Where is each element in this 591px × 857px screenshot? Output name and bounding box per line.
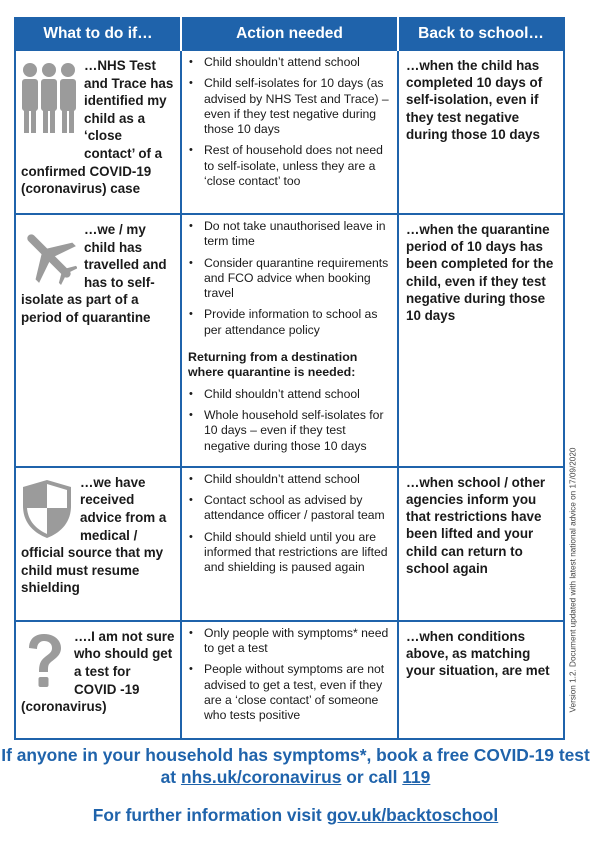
shield-icon — [21, 478, 73, 540]
returning-subheading: Returning from a destination where quarantine is needed: — [188, 350, 358, 380]
action-item: • Child shouldn’t attend school — [182, 472, 391, 487]
footer-text: If anyone in your household has symptoms*, book a free COVID-19 test at — [1, 745, 590, 787]
action-item: • Child should shield until you are informed that restrictions are lifted and shielding is paused again — [182, 530, 391, 576]
action-item: • People without symptoms are not advised to get a test, even if they are a ‘close contact’ of someone who tests positive — [182, 662, 391, 723]
condition-text: ….I am not sure who should get a test for COVID -19 (coronavirus) — [21, 628, 175, 715]
condition-cell — [15, 50, 181, 214]
condition-cell — [15, 621, 181, 739]
version-note — [563, 430, 583, 730]
action-cell — [181, 50, 398, 214]
table-row — [15, 467, 564, 621]
action-item: • Provide information to school as per attendance policy — [182, 307, 391, 338]
condition-text: …NHS Test and Trace has identified my child as a ‘close contact’ of a confirmed COVID-19 (coronavirus) case — [21, 58, 174, 197]
back-to-school-cell — [398, 50, 564, 214]
action-item: • Consider quarantine requirements and FCO advice when booking travel — [182, 256, 391, 302]
action-cell — [181, 214, 398, 467]
action-cell — [181, 467, 398, 621]
nhs-coronavirus-link[interactable]: nhs.uk/coronavirus — [180, 767, 342, 787]
action-cell — [181, 621, 398, 739]
guidance-table — [14, 17, 565, 740]
condition-text: …we have received advice from a medical / official source that my child must resume shielding — [21, 474, 167, 596]
header-what-to-do: What to do if… — [15, 18, 181, 50]
action-item: • Rest of household does not need to self-isolate, unless they are a ‘close contact’ too — [182, 143, 391, 189]
people-icon — [21, 61, 77, 145]
action-item: • Do not take unauthorised leave in term time — [182, 219, 391, 250]
footer-further-info — [0, 805, 591, 826]
action-item: • Contact school as advised by attendance officer / pastoral team — [182, 493, 391, 524]
footer-test-booking — [0, 744, 591, 788]
back-to-school-cell — [398, 467, 564, 621]
condition-text: …we / my child has travelled and has to self-isolate as part of a period of quarantine — [21, 222, 167, 325]
back-to-school-text: …when the quarantine period of 10 days has been completed for the child, even if they test negative during those 10 days — [406, 222, 554, 324]
table-header-row — [15, 18, 564, 50]
condition-cell — [15, 214, 181, 467]
table-row — [15, 621, 564, 739]
airplane-icon — [21, 225, 77, 287]
guidance-sheet — [14, 17, 563, 740]
back-to-school-text: …when school / other agencies inform you that restrictions have been lifted and your child can return to school again — [406, 474, 546, 576]
phone-119-link[interactable]: 119 — [402, 767, 431, 787]
back-to-school-text: …when the child has completed 10 days of self-isolation, even if they test negative during those 10 days — [406, 58, 543, 142]
back-to-school-cell — [398, 621, 564, 739]
header-back-to-school: Back to school… — [398, 18, 564, 50]
table-row — [15, 214, 564, 467]
footer-text: For further information visit — [92, 805, 322, 825]
action-item: • Child shouldn’t attend school — [182, 387, 391, 402]
question-mark-icon — [21, 632, 67, 690]
footer-text: or call — [346, 767, 398, 787]
version-note-text: Version 1.2. Document updated with latest national advice on 17/09/2020 — [568, 447, 578, 713]
action-item: • Child shouldn’t attend school — [182, 55, 391, 70]
table-row — [15, 50, 564, 214]
backtoschool-link[interactable]: gov.uk/backtoschool — [326, 805, 499, 825]
action-item: • Only people with symptoms* need to get a test — [182, 626, 391, 657]
back-to-school-text: …when conditions above, as matching your situation, are met — [406, 628, 550, 679]
condition-cell — [15, 467, 181, 621]
action-item: • Child self-isolates for 10 days (as advised by NHS Test and Trace) – even if they test negative during those 10 days — [182, 76, 391, 137]
back-to-school-cell — [398, 214, 564, 467]
header-action-needed: Action needed — [181, 18, 398, 50]
action-item: • Whole household self-isolates for 10 days – even if they test negative during those 10 days — [182, 408, 391, 454]
